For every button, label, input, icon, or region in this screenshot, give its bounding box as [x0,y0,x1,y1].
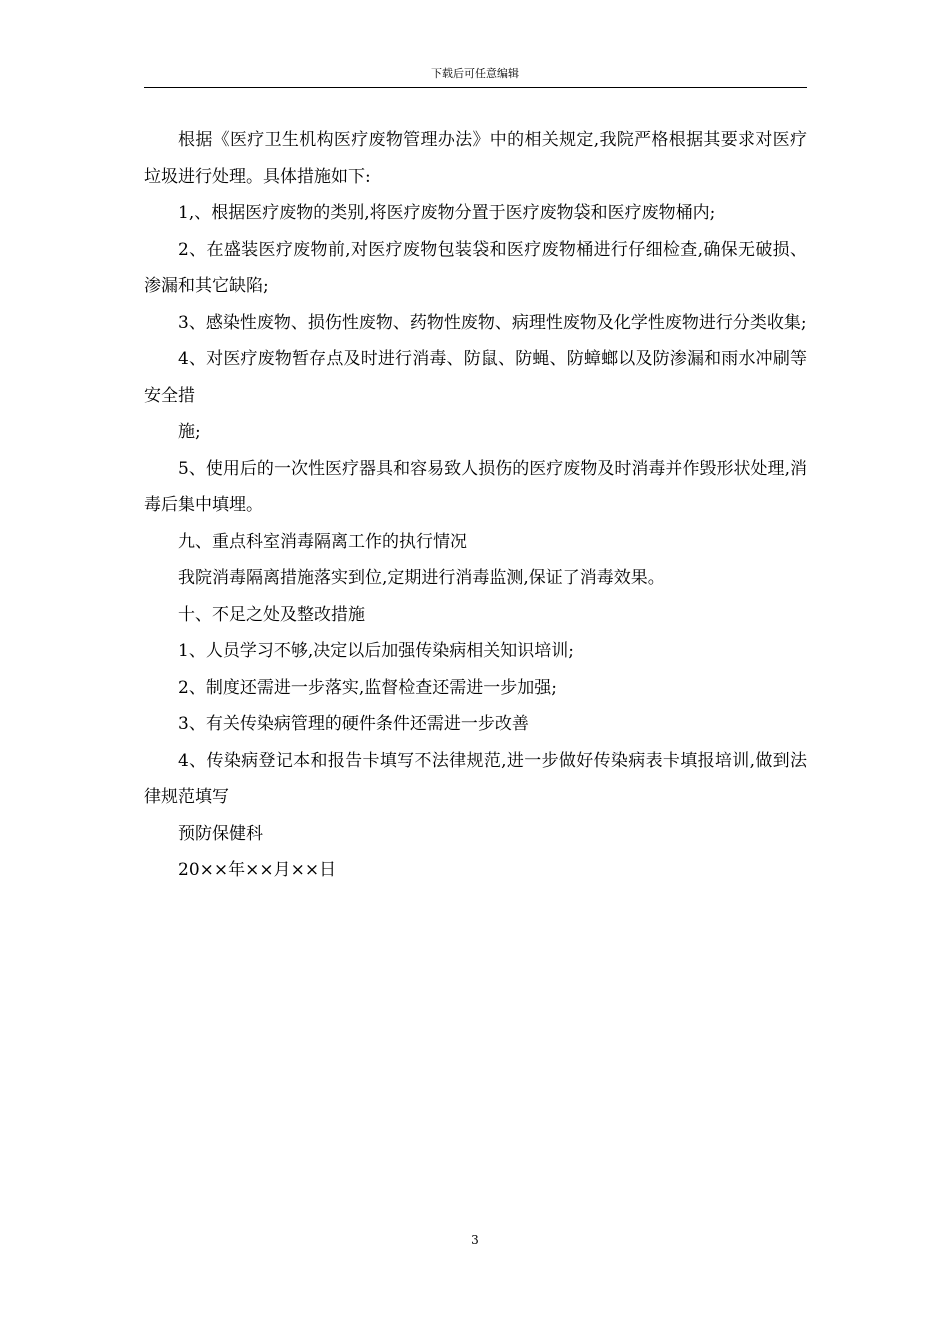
paragraph-intro: 根据《医疗卫生机构医疗废物管理办法》中的相关规定,我院严格根据其要求对医疗垃圾进行处理。具体措施如下: [144,130,807,187]
header-divider [144,87,807,88]
signature-date: 20××年××月××日 [178,860,337,880]
paragraph-shortcoming-2: 2、制度还需进一步落实,监督检查还需进一步加强; [178,677,557,698]
page-number: 3 [471,1233,479,1247]
paragraph-shortcoming-4: 4、传染病登记本和报告卡填写不法律规范,进一步做好传染病表卡填报培训,做到法律规范填写 [144,750,807,807]
section-heading-10: 十、不足之处及整改措施 [178,604,365,625]
section-heading-9: 九、重点科室消毒隔离工作的执行情况 [178,531,467,552]
paragraph-item-3: 3、感染性废物、损伤性废物、药物性废物、病理性废物及化学性废物进行分类收集; [178,312,807,333]
signature-department: 预防保健科 [178,823,263,844]
paragraph-section-9: 我院消毒隔离措施落实到位,定期进行消毒监测,保证了消毒效果。 [178,568,665,588]
paragraph-shortcoming-1: 1、人员学习不够,决定以后加强传染病相关知识培训; [178,641,574,661]
page-header: 下载后可任意编辑 [431,67,519,80]
paragraph-item-1: 1,、根据医疗废物的类别,将医疗废物分置于医疗废物袋和医疗废物桶内; [178,203,716,223]
document-body [144,122,807,889]
paragraph-item-5: 5、使用后的一次性医疗器具和容易致人损伤的医疗废物及时消毒并作毁形状处理,消毒后集中填埋。 [144,458,807,515]
paragraph-shortcoming-3: 3、有关传染病管理的硬件条件还需进一步改善 [178,714,529,734]
paragraph-item-4: 4、对医疗废物暂存点及时进行消毒、防鼠、防蝇、防蟑螂以及防渗漏和雨水冲刷等安全措 [144,349,807,406]
paragraph-item-4-continued: 施; [178,422,201,442]
paragraph-item-2: 2、在盛装医疗废物前,对医疗废物包装袋和医疗废物桶进行仔细检查,确保无破损、渗漏和其它缺陷; [144,239,807,296]
